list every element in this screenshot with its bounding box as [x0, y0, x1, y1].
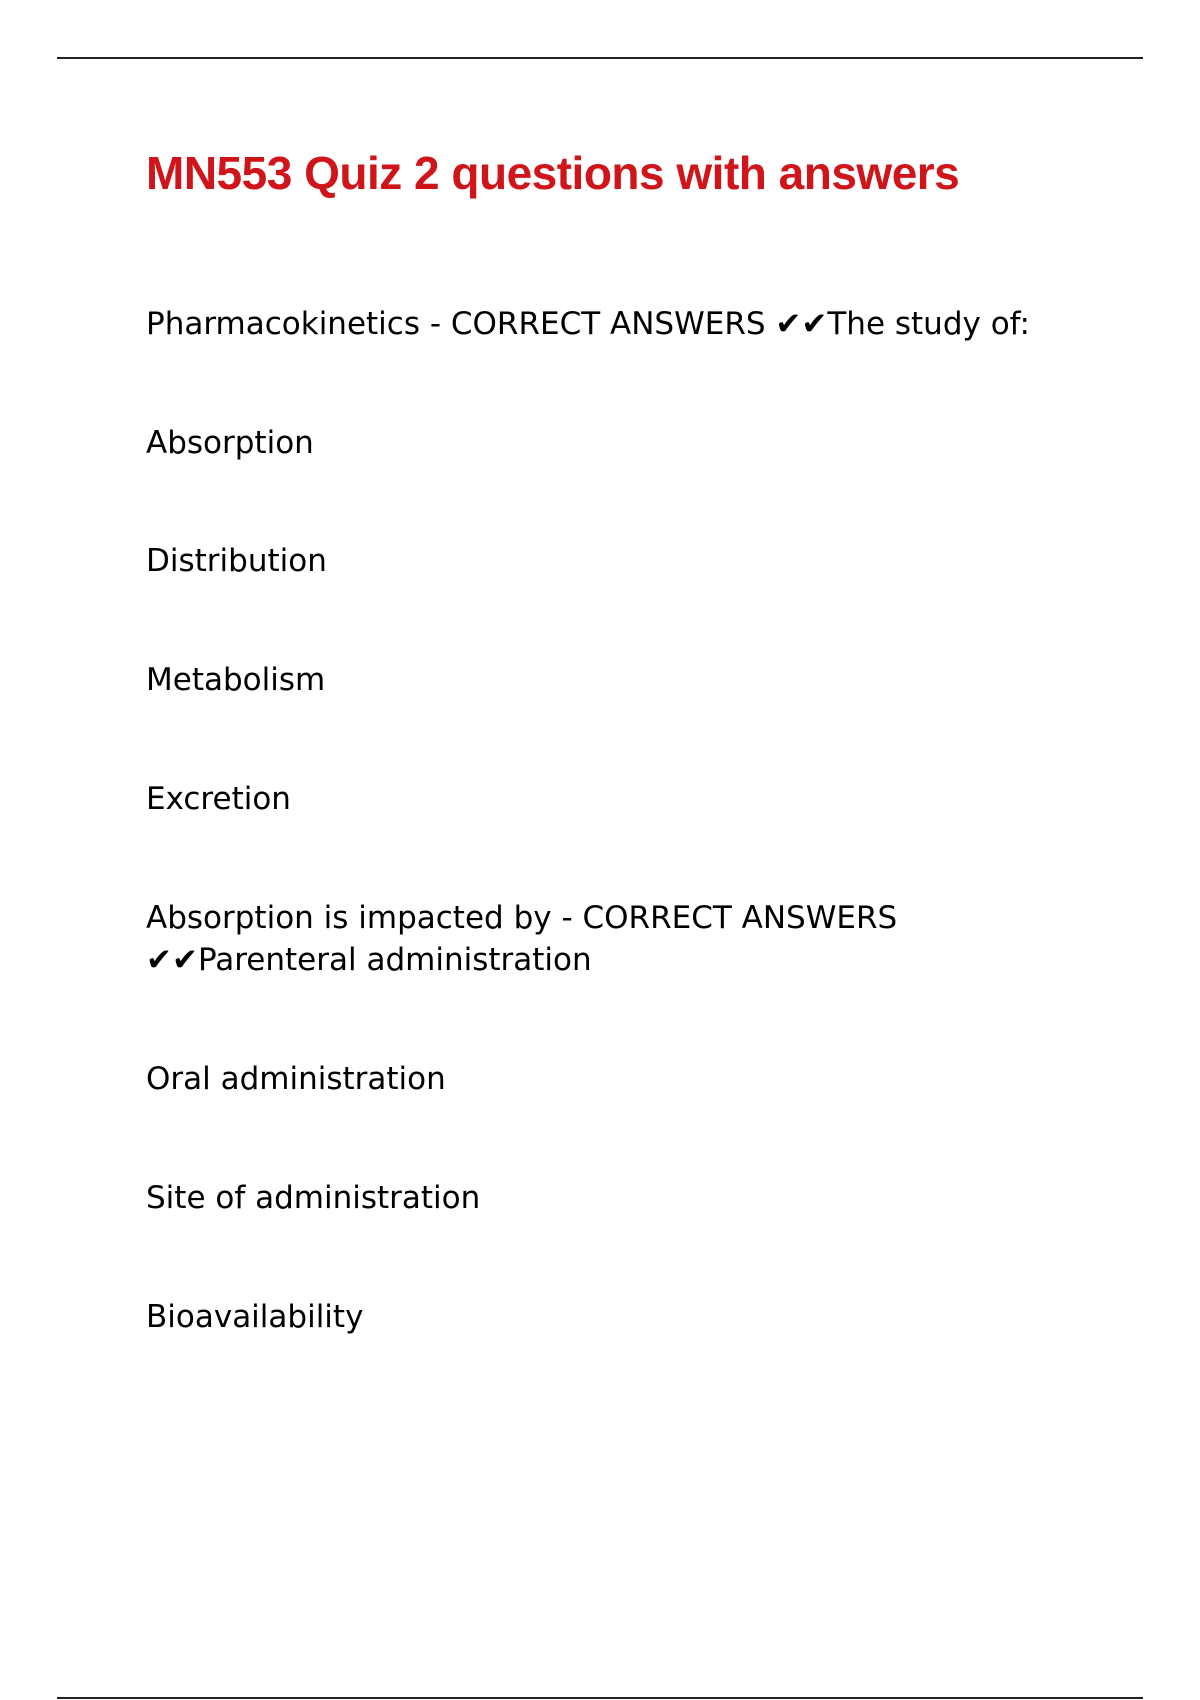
paragraph-distribution: Distribution — [146, 543, 327, 579]
page-title: MN553 Quiz 2 questions with answers — [146, 147, 960, 199]
paragraph-absorption-impacted: Absorption is impacted by - CORRECT ANSWERS ✔✔Parenteral administration — [146, 900, 898, 978]
paragraph-absorption: Absorption — [146, 425, 314, 461]
paragraph-site-of-administration: Site of administration — [146, 1180, 481, 1216]
paragraph-bioavailability: Bioavailability — [146, 1299, 364, 1335]
bottom-rule — [57, 1697, 1143, 1699]
paragraph-oral-administration: Oral administration — [146, 1061, 446, 1097]
paragraph-excretion: Excretion — [146, 781, 291, 817]
top-rule — [57, 57, 1143, 59]
paragraph-pharmacokinetics: Pharmacokinetics - CORRECT ANSWERS ✔✔The study of: — [146, 306, 1030, 342]
paragraph-metabolism: Metabolism — [146, 662, 326, 698]
